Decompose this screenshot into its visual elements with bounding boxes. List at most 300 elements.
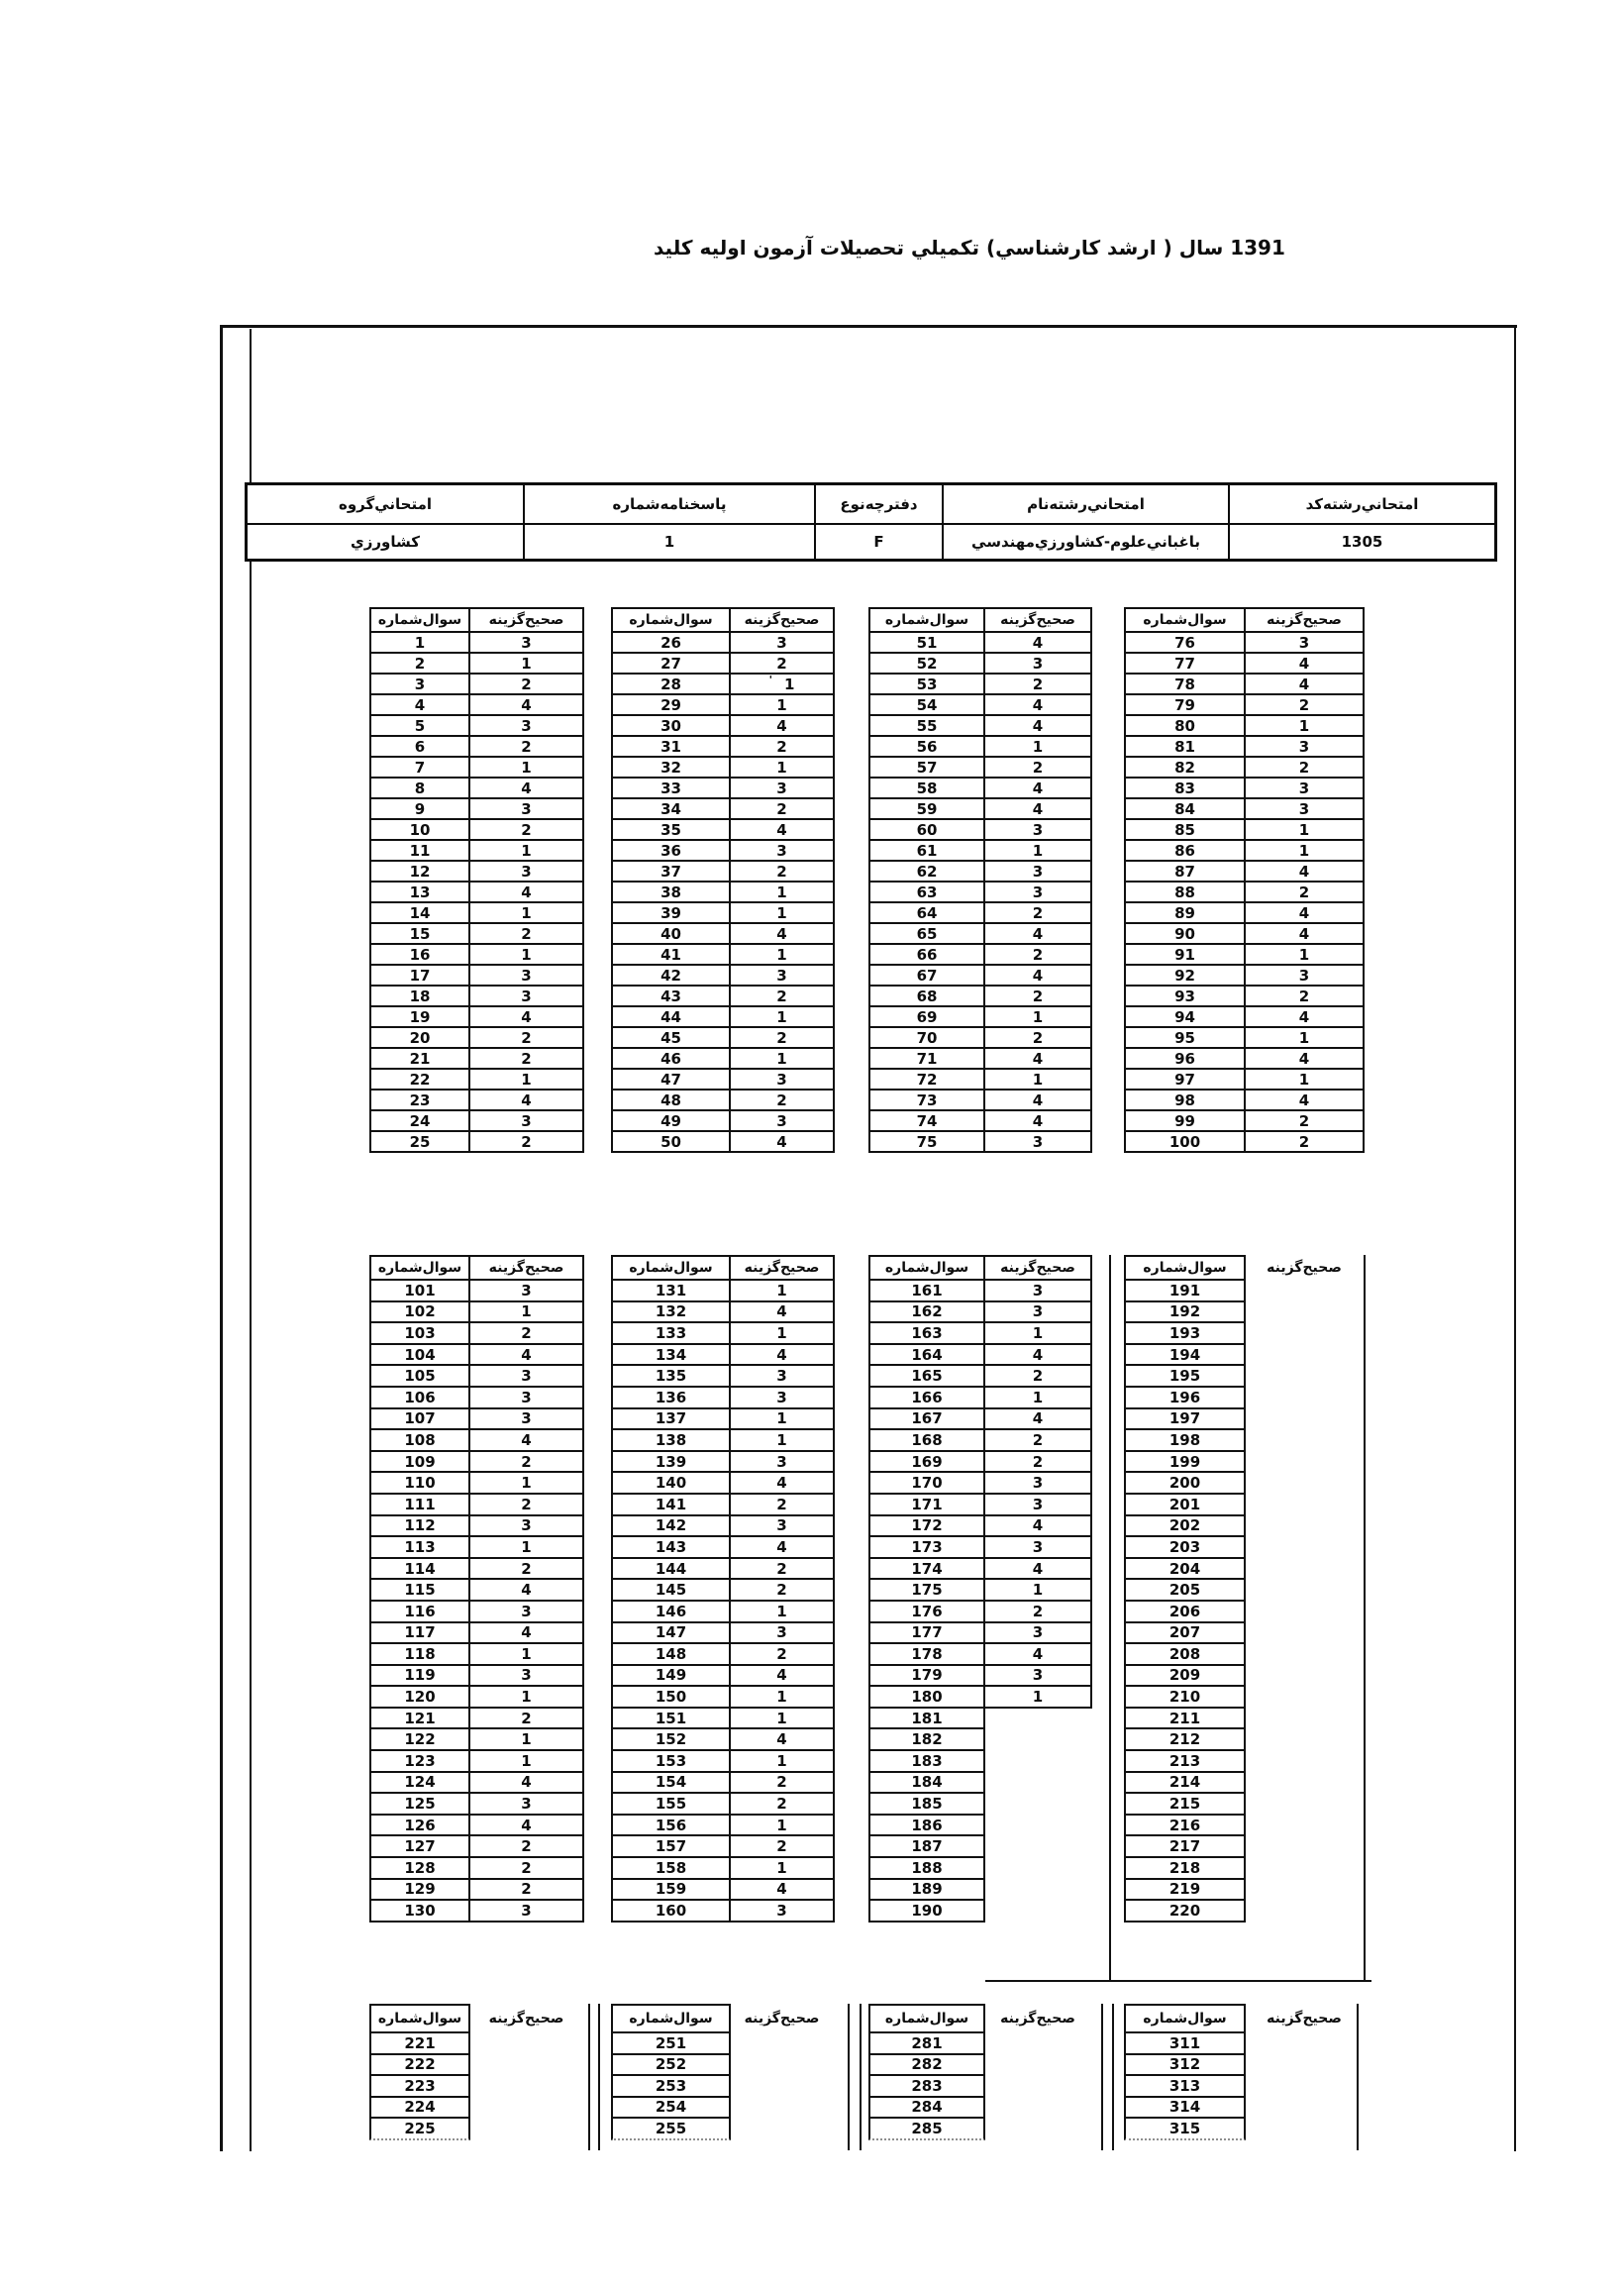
answer-cell: 4 [983,1109,1092,1132]
answer-cell [983,1771,1092,1795]
question-number-cell: 73 [868,1089,985,1111]
question-number-cell: 49 [611,1109,731,1132]
answer-table-311-315 [1124,2004,1365,2140]
question-number-cell: 37 [611,860,731,883]
answer-cell: 1 [729,1856,835,1880]
answer-cell [468,2117,584,2140]
answer-cell [468,2031,584,2055]
answer-cell: 1 [983,1005,1092,1028]
question-number-cell: 284 [868,2096,985,2120]
question-number-cell: 224 [369,2096,470,2120]
scan-line-fragment [1109,1255,1111,1982]
answer-cell: 1 [983,1578,1092,1602]
answer-cell: 4 [468,1771,584,1795]
question-number-cell: 42 [611,964,731,987]
answer-cell: 4 [729,1300,835,1324]
answer-cell: 2 [468,922,584,945]
table-row [369,1578,584,1602]
question-number-cell: 152 [611,1727,731,1751]
answer-cell [729,2031,835,2055]
answer-cell: 3 [983,1279,1092,1302]
table-row [1124,652,1365,675]
answer-cell: 2 [1244,1130,1365,1153]
table-row [369,2117,584,2140]
answer-cell: 1 [1244,943,1365,966]
question-number-cell: 133 [611,1321,731,1345]
question-number-cell: 130 [369,1899,470,1923]
table-row [369,1089,584,1111]
question-number-cell: 168 [868,1428,985,1452]
answer-cell: 4 [983,922,1092,945]
question-number-cell: 207 [1124,1621,1246,1645]
question-number-cell: 179 [868,1664,985,1688]
question-number-cell: 140 [611,1471,731,1495]
question-number-cell: 107 [369,1407,470,1431]
exam-info-header-row [248,485,1494,525]
question-number-cell: 134 [611,1343,731,1367]
correct-option-column-header: گزينه صحيح [983,607,1092,633]
question-number-column-header: شماره سوال [868,1255,985,1281]
question-number-cell: 100 [1124,1130,1246,1153]
table-row [611,839,835,862]
answer-cell [1244,1450,1365,1474]
answer-cell: 3 [468,1386,584,1409]
table-row [1124,2074,1365,2098]
table-row [611,1749,835,1773]
answer-cell: 3 [468,1899,584,1923]
answer-cell [1244,1535,1365,1559]
table-row [868,1792,1092,1816]
page-title: كليد اوليه آزمون تحصيلات تكميلي (كارشناسي ارشد ) سال 1391 [654,236,1285,260]
answer-cell: 2 [729,1834,835,1858]
table-row [868,673,1092,695]
table-row [868,756,1092,779]
question-number-cell: 160 [611,1899,731,1923]
answer-cell [983,2117,1092,2140]
question-number-cell: 195 [1124,1364,1246,1388]
correct-option-column-header: گزينه صحيح [983,1255,1092,1281]
question-number-cell: 52 [868,652,985,675]
answer-cell: 2 [468,1026,584,1049]
question-number-cell: 96 [1124,1047,1246,1070]
table-row [868,1685,1092,1709]
question-number-cell: 189 [868,1878,985,1902]
table-row [611,1578,835,1602]
table-row [1124,1642,1365,1666]
table-header-row [369,1255,584,1281]
table-row [369,756,584,779]
question-number-cell: 21 [369,1047,470,1070]
table-row [369,901,584,924]
question-number-cell: 196 [1124,1386,1246,1409]
question-number-cell: 211 [1124,1707,1246,1730]
answer-cell: 2 [983,1450,1092,1474]
scan-line-fragment [1101,2004,1103,2150]
correct-option-column-header: گزينه صحيح [488,2011,564,2027]
table-row [369,1771,584,1795]
question-number-cell: 145 [611,1578,731,1602]
table-row [369,1814,584,1837]
answer-cell: 1 [983,1068,1092,1091]
question-number-cell: 6 [369,735,470,758]
answer-cell: 3 [983,860,1092,883]
answer-cell: 4 [468,777,584,799]
answer-cell: 2 [1244,881,1365,903]
question-number-cell: 109 [369,1450,470,1474]
answer-cell [729,2096,835,2120]
table-row [868,1878,1092,1902]
question-number-cell: 121 [369,1707,470,1730]
table-row [1124,1707,1365,1730]
table-row [868,777,1092,799]
answer-cell: 3 [468,1600,584,1623]
question-number-cell: 117 [369,1621,470,1645]
table-row [1124,922,1365,945]
answer-cell [1244,2031,1365,2055]
table-row [868,1300,1092,1324]
question-number-cell: 20 [369,1026,470,1049]
question-number-cell: 167 [868,1407,985,1431]
answer-cell: 1 [729,881,835,903]
answer-cell [1244,2053,1365,2077]
table-row [369,1899,584,1923]
question-number-cell: 45 [611,1026,731,1049]
answer-cell [729,2117,835,2140]
table-row [868,1749,1092,1773]
correct-option-column-header: گزينه صحيح [729,1255,835,1281]
table-row [611,2031,835,2055]
question-number-cell: 194 [1124,1343,1246,1367]
question-number-cell: 103 [369,1321,470,1345]
table-row [369,1300,584,1324]
table-row [611,1364,835,1388]
question-number-cell: 185 [868,1792,985,1816]
answer-cell: 2 [468,1321,584,1345]
answer-cell: 1 [468,1471,584,1495]
table-row [868,2096,1092,2120]
question-number-cell: 200 [1124,1471,1246,1495]
question-number-cell: 281 [868,2031,985,2055]
question-number-cell: 67 [868,964,985,987]
answer-cell [1244,1428,1365,1452]
question-number-cell: 29 [611,693,731,716]
answer-cell: 4 [983,631,1092,654]
table-row [868,1727,1092,1751]
correct-option-column-header: گزينه صحيح [744,2011,820,2027]
question-number-cell: 57 [868,756,985,779]
table-row [1124,901,1365,924]
question-number-cell: 69 [868,1005,985,1028]
question-number-cell: 173 [868,1535,985,1559]
table-row [1124,1026,1365,1049]
answer-cell: 3 [468,1109,584,1132]
table-row [868,901,1092,924]
question-number-cell: 98 [1124,1089,1246,1111]
table-row [868,1109,1092,1132]
question-number-cell: 206 [1124,1600,1246,1623]
question-number-cell: 22 [369,1068,470,1091]
answer-cell: 3 [729,1621,835,1645]
answer-cell: 4 [1244,901,1365,924]
answer-cell: 3 [1244,964,1365,987]
correct-option-column-header: گزينه صحيح [1267,1260,1342,1276]
question-number-cell: 131 [611,1279,731,1302]
answer-cell [1244,1642,1365,1666]
answer-cell: 1 [468,1535,584,1559]
frame-left-inner-line [250,329,252,2151]
answer-table-161-190 [868,1255,1092,1923]
table-row [369,1621,584,1645]
question-number-cell: 253 [611,2074,731,2098]
question-number-cell: 142 [611,1514,731,1538]
question-number-cell: 89 [1124,901,1246,924]
table-row [1124,714,1365,737]
table-row [369,652,584,675]
question-number-cell: 124 [369,1771,470,1795]
frame-right-line [1514,325,1516,2151]
question-number-cell: 41 [611,943,731,966]
answer-cell: 3 [983,1471,1092,1495]
question-number-cell: 158 [611,1856,731,1880]
question-number-cell: 159 [611,1878,731,1902]
table-header-row [868,607,1092,633]
table-row [868,1707,1092,1730]
table-row [1124,1814,1365,1837]
answer-cell: 3 [468,1364,584,1388]
table-row [868,1856,1092,1880]
question-number-cell: 150 [611,1685,731,1709]
question-number-column-header: شماره سوال [369,2004,470,2033]
table-row [868,631,1092,654]
answer-cell: 2 [468,1450,584,1474]
answer-cell: 4 [729,1878,835,1902]
question-number-column-header: شماره سوال [1124,1255,1246,1281]
answer-cell: 3 [983,1621,1092,1645]
table-row [611,1727,835,1751]
answer-cell: 3 [983,1664,1092,1688]
answer-cell: 1 [729,1279,835,1302]
question-number-cell: 191 [1124,1279,1246,1302]
answer-table-51-75 [868,607,1092,1153]
answer-cell: 2 [468,735,584,758]
question-number-cell: 9 [369,797,470,820]
answer-table-1-25 [369,607,584,1153]
table-row [611,881,835,903]
table-row [369,693,584,716]
table-row [369,1642,584,1666]
table-row [611,652,835,675]
table-row [611,1321,835,1345]
answer-cell: 2 [468,818,584,841]
table-row [369,881,584,903]
answer-cell [1244,1878,1365,1902]
table-row [369,2096,584,2120]
table-row [611,1300,835,1324]
question-number-cell: 283 [868,2074,985,2098]
table-row [611,1130,835,1153]
question-number-cell: 78 [1124,673,1246,695]
table-row [369,1514,584,1538]
answer-cell: 1 [1244,1068,1365,1091]
table-row [1124,756,1365,779]
table-row [868,2031,1092,2055]
scan-line-fragment [1112,2004,1114,2150]
answer-cell: 1 [729,1407,835,1431]
table-row [611,2053,835,2077]
answer-cell: 3 [983,1130,1092,1153]
answer-cell: 3 [468,797,584,820]
question-number-cell: 58 [868,777,985,799]
answer-cell: 2 [983,901,1092,924]
question-number-cell: 33 [611,777,731,799]
question-number-column-header: شماره سوال [1124,607,1246,633]
table-row [611,1279,835,1302]
table-row [369,1026,584,1049]
question-number-cell: 154 [611,1771,731,1795]
question-number-cell: 162 [868,1300,985,1324]
answer-cell: 4 [983,1642,1092,1666]
answer-cell: 4 [983,1514,1092,1538]
table-row [868,1364,1092,1388]
question-number-cell: 101 [369,1279,470,1302]
answer-cell [1244,1557,1365,1581]
table-row [868,2053,1092,2077]
table-header-row [868,2004,1092,2033]
answer-cell: 1 [468,652,584,675]
table-row [369,1685,584,1709]
table-row [369,1749,584,1773]
answer-cell: 4 [1244,860,1365,883]
table-row [1124,1878,1365,1902]
table-row [611,1450,835,1474]
table-row [868,818,1092,841]
table-row [369,943,584,966]
answer-cell: 3 [729,777,835,799]
question-number-cell: 8 [369,777,470,799]
answer-cell [1244,1300,1365,1324]
table-row [369,964,584,987]
answer-cell: 2 [983,756,1092,779]
table-row [868,1814,1092,1837]
table-row [868,693,1092,716]
question-number-cell: 155 [611,1792,731,1816]
answer-cell [1244,1856,1365,1880]
table-row [611,964,835,987]
table-row [611,1514,835,1538]
question-number-cell: 143 [611,1535,731,1559]
scan-line-fragment [1357,2004,1359,2150]
table-row [369,1005,584,1028]
table-row [611,1814,835,1837]
question-number-cell: 166 [868,1386,985,1409]
answer-cell [1244,1279,1365,1302]
question-number-cell: 43 [611,985,731,1007]
question-number-cell: 126 [369,1814,470,1837]
table-row [611,1343,835,1367]
question-number-cell: 60 [868,818,985,841]
table-row [611,860,835,883]
answer-cell: 3 [983,1535,1092,1559]
answer-cell: 3 [468,964,584,987]
answer-cell [1244,1707,1365,1730]
answer-cell: 2 [983,985,1092,1007]
question-number-cell: 92 [1124,964,1246,987]
table-row [1124,1685,1365,1709]
table-row [868,1386,1092,1409]
question-number-cell: 104 [369,1343,470,1367]
table-header-row [868,1255,1092,1281]
question-number-cell: 148 [611,1642,731,1666]
table-header-row [611,2004,835,2033]
table-row [1124,1899,1365,1923]
answer-cell: 4 [983,797,1092,820]
question-number-cell: 181 [868,1707,985,1730]
question-number-cell: 198 [1124,1428,1246,1452]
booklet-type-value: F [814,525,942,559]
answer-cell: 3 [468,985,584,1007]
scan-line-fragment [985,1980,1371,1982]
question-number-cell: 135 [611,1364,731,1388]
question-number-cell: 144 [611,1557,731,1581]
table-row [369,673,584,695]
table-row [611,797,835,820]
question-number-cell: 153 [611,1749,731,1773]
table-row [1124,673,1365,695]
table-row [868,1047,1092,1070]
table-row [1124,1279,1365,1302]
table-row [369,1471,584,1495]
answer-cell: 4 [468,881,584,903]
question-number-cell: 83 [1124,777,1246,799]
table-row [868,1130,1092,1153]
answer-cell: 3 [1244,631,1365,654]
answer-cell: 1 [468,901,584,924]
table-row [611,1856,835,1880]
answer-cell: 3 [468,860,584,883]
answer-cell: 1 [468,1727,584,1751]
question-number-cell: 156 [611,1814,731,1837]
question-number-cell: 188 [868,1856,985,1880]
answer-cell [1244,1578,1365,1602]
booklet-type-header: نوع دفترچه [814,485,942,525]
question-number-cell: 146 [611,1600,731,1623]
question-number-cell: 119 [369,1664,470,1688]
question-number-cell: 80 [1124,714,1246,737]
table-row [369,1707,584,1730]
question-number-cell: 252 [611,2053,731,2077]
answer-cell: 1 [983,735,1092,758]
answer-cell: 4 [729,1535,835,1559]
table-row [1124,1407,1365,1431]
question-number-cell: 10 [369,818,470,841]
answer-cell: 4 [983,1407,1092,1431]
table-row [611,1026,835,1049]
answer-cell: 4 [983,714,1092,737]
question-number-cell: 186 [868,1814,985,1837]
question-number-cell: 2 [369,652,470,675]
question-number-cell: 94 [1124,1005,1246,1028]
answer-cell: 1 [983,1386,1092,1409]
table-row [868,860,1092,883]
answer-cell: 2 [1244,693,1365,716]
question-number-cell: 4 [369,693,470,716]
answer-table-281-285 [868,2004,1092,2140]
table-row [369,1727,584,1751]
question-number-cell: 31 [611,735,731,758]
table-row [369,1279,584,1302]
correct-option-column-header: گزينه صحيح [729,607,835,633]
table-row [1124,1727,1365,1751]
